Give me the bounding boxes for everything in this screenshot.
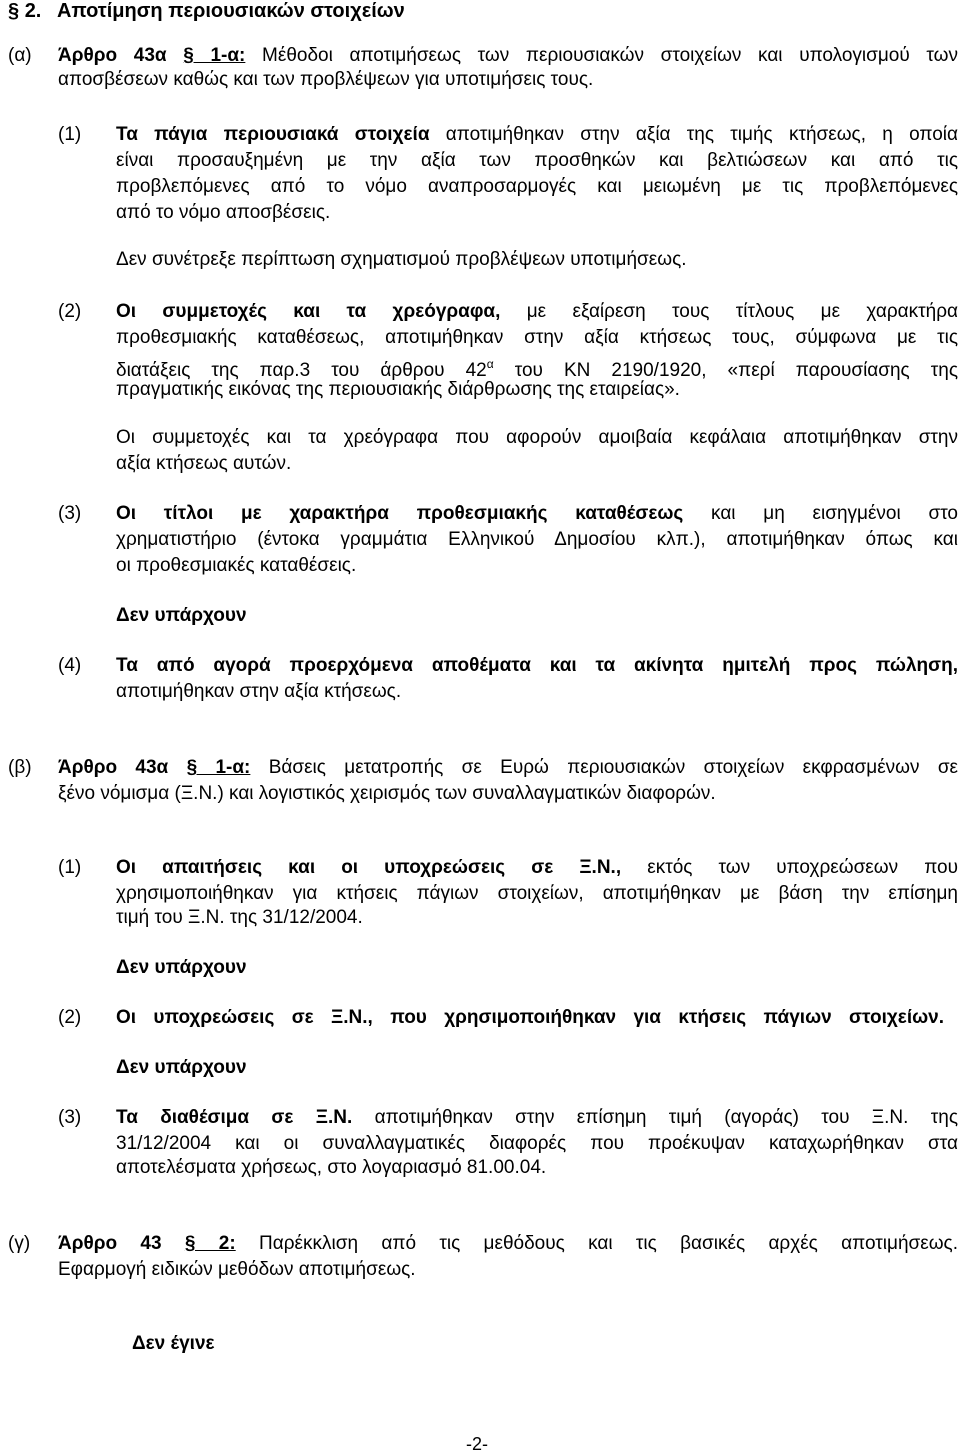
superscript: α <box>486 357 494 371</box>
item-a2-line1 <box>116 300 958 324</box>
item-b1-line1 <box>116 856 958 880</box>
item-a1-number: (1) <box>58 124 82 145</box>
item-a4-line2: αποτιμήθηκαν στην αξία κτήσεως. <box>116 681 402 702</box>
item-a1-line4: από το νόμο αποσβέσεις. <box>116 202 331 223</box>
item-b3-line2: 31/12/2004 και οι συναλλαγματικές διαφορές που προέκυψαν καταχωρήθηκαν στα <box>116 1133 958 1154</box>
subsection-b-label: (β) <box>8 757 32 778</box>
item-a3-number: (3) <box>58 503 82 524</box>
item-b1-text: εκτός των υποχρεώσεων που <box>647 857 959 878</box>
section-title: Αποτίμηση περιουσιακών στοιχείων <box>56 0 405 22</box>
item-a4-number: (4) <box>58 655 82 676</box>
item-a3-line2: χρηματιστήριο (έντοκα γραμμάτια Ελληνικού Δημοσίου κλπ.), αποτιμήθηκαν όπως και <box>116 529 958 550</box>
item-a1-bold: Τα πάγια περιουσιακά στοιχεία <box>116 124 430 145</box>
item-a2-line3-b: του ΚΝ 2190/1920, «περί παρουσίασης της <box>514 360 958 381</box>
subsection-c-none: Δεν έγινε <box>132 1333 215 1354</box>
item-a3-bold: Οι τίτλοι με χαρακτήρα προθεσμιακής καταθέσεως <box>116 503 684 524</box>
item-b1-number: (1) <box>58 857 82 878</box>
subsection-b-heading-line1 <box>58 756 958 780</box>
item-b2-none: Δεν υπάρχουν <box>116 1057 247 1078</box>
item-a2-para2-line2: αξία κτήσεως αυτών. <box>116 453 292 474</box>
item-a3-line3: οι προθεσμιακές καταθέσεις. <box>116 555 357 576</box>
item-b3-line3: αποτελέσματα χρήσεως, στο λογαριασμό 81.00.04. <box>116 1157 547 1178</box>
subsection-a-heading-line2: αποσβέσεων καθώς και των προβλέψεων για υποτιμήσεις τους. <box>58 69 594 90</box>
item-b3-text: αποτιμήθηκαν στην επίσημη τιμή (αγοράς) του Ξ.Ν. της <box>374 1107 958 1128</box>
article-ref: Άρθρο 43α <box>58 757 169 778</box>
item-a3-none: Δεν υπάρχουν <box>116 605 247 626</box>
item-a2-line4: πραγματικής εικόνας της περιουσιακής διάρθρωσης της εταιρείας». <box>116 379 680 400</box>
subsection-c-heading-line2: Εφαρμογή ειδικών μεθόδων αποτιμήσεως. <box>58 1259 416 1280</box>
item-a2-line2: προθεσμιακής καταθέσεως, αποτιμήθηκαν στην αξία κτήσεως τους, σύμφωνα με τις <box>116 327 958 348</box>
item-b3-number: (3) <box>58 1107 82 1128</box>
article-ref: Άρθρο 43α <box>58 45 167 66</box>
item-a1-note: Δεν συνέτρεξε περίπτωση σχηματισμού προβλέψεων υποτιμήσεως. <box>116 249 687 270</box>
item-a2-bold: Οι συμμετοχές και τα χρεόγραφα, <box>116 301 501 322</box>
subsection-c-label: (γ) <box>8 1233 31 1254</box>
item-a1-text: αποτιμήθηκαν στην αξία της τιμής κτήσεως, η οποία <box>445 124 958 145</box>
item-a4-line1: Τα από αγορά προερχόμενα αποθέματα και τα ακίνητα ημιτελή προς πώληση, <box>116 655 958 676</box>
article-ref: Άρθρο 43 <box>58 1233 162 1254</box>
heading-text: Βάσεις μετατροπής σε Ευρώ περιουσιακών στοιχείων εκφρασμένων σε <box>268 757 959 778</box>
section-heading <box>8 0 405 23</box>
heading-text: Παρέκκλιση από τις μεθόδους και τις βασικές αρχές αποτιμήσεως. <box>259 1233 958 1254</box>
page-number: -2- <box>466 1434 488 1454</box>
article-paragraph: § 1-α: <box>186 757 251 778</box>
item-a3-text: και μη εισηγμένοι στο <box>711 503 958 524</box>
item-b1-none: Δεν υπάρχουν <box>116 957 247 978</box>
item-b1-bold: Οι απαιτήσεις και οι υποχρεώσεις σε Ξ.Ν., <box>116 857 622 878</box>
subsection-a-heading-line1 <box>58 44 958 68</box>
item-b3-bold: Τα διαθέσιμα σε Ξ.Ν. <box>116 1107 353 1128</box>
subsection-a-label: (α) <box>8 45 32 66</box>
item-b1-line3: τιμή του Ξ.Ν. της 31/12/2004. <box>116 907 363 928</box>
subsection-b-heading-line2: ξένο νόμισμα (Ξ.Ν.) και λογιστικός χειρισμός των συναλλαγματικών διαφορών. <box>58 783 716 804</box>
heading-text: Μέθοδοι αποτιμήσεως των περιουσιακών στοιχείων και υπολογισμού των <box>262 45 958 66</box>
item-a2-para2-line1: Οι συμμετοχές και τα χρεόγραφα που αφορούν αμοιβαία κεφάλαια αποτιμήθηκαν στην <box>116 427 958 448</box>
item-a1-line3: προβλεπόμενες από το νόμο αναπροσαρμογές και μειωμένη με τις προβλεπόμενες <box>116 176 958 197</box>
item-a2-number: (2) <box>58 301 82 322</box>
item-b2-line1: Οι υποχρεώσεις σε Ξ.Ν., που χρησιμοποιήθηκαν για κτήσεις πάγιων στοιχείων. <box>116 1007 944 1028</box>
subsection-c-heading-line1 <box>58 1232 958 1256</box>
article-paragraph: § 2: <box>184 1233 236 1254</box>
item-a3-line1 <box>116 502 958 526</box>
item-a1-line2: είναι προσαυξημένη με την αξία των προσθηκών και βελτιώσεων και από τις <box>116 150 958 171</box>
item-b2-number: (2) <box>58 1007 82 1028</box>
section-symbol: § <box>8 0 20 22</box>
item-a2-text: με εξαίρεση τους τίτλους με χαρακτήρα <box>526 301 958 322</box>
item-b1-line2: χρησιμοποιήθηκαν για κτήσεις πάγιων στοιχείων, αποτιμήθηκαν με βάση την επίσημη <box>116 883 958 904</box>
item-a1-line1 <box>116 123 958 147</box>
section-number: 2. <box>24 0 42 22</box>
item-a2-line3-a: διατάξεις της παρ.3 του άρθρου 42 <box>116 360 487 381</box>
article-paragraph: § 1-α: <box>183 45 246 66</box>
item-b3-line1 <box>116 1106 958 1130</box>
